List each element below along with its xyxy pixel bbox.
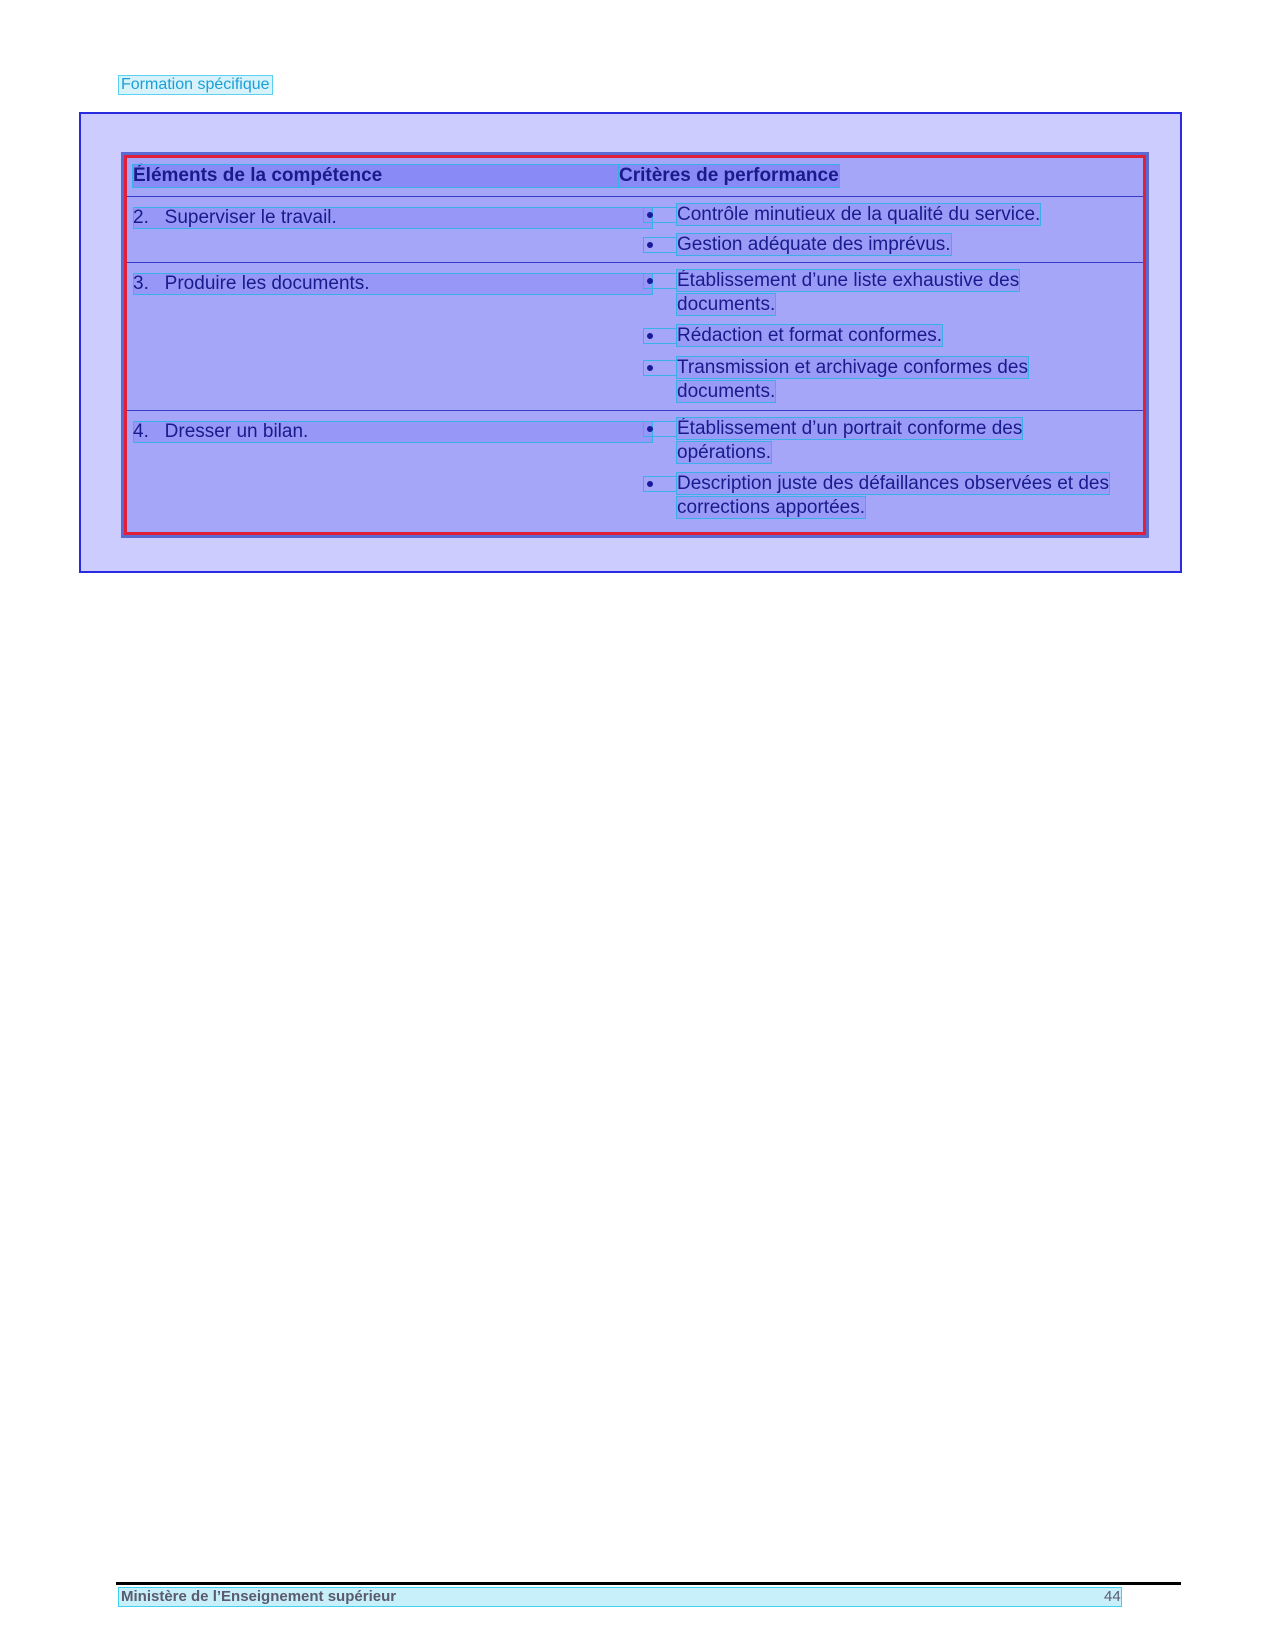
competency-box [79, 112, 1182, 573]
section-header: Formation spécifique [121, 76, 270, 93]
bullet-icon [643, 273, 677, 289]
competency-table [121, 152, 1149, 538]
bullet-icon [643, 421, 677, 437]
element-text: 4. Dresser un bilan. [133, 421, 308, 443]
page-number: 44 [1104, 1588, 1121, 1605]
table-row: 2. Superviser le travail. Contrôle minutieux de la qualité du service. Gestion adéquate des imprévus. [127, 196, 1143, 263]
element-text: 2. Superviser le travail. [133, 207, 337, 229]
column-header-criteria: Critères de performance [619, 165, 839, 186]
bullet-icon [643, 360, 677, 376]
footer-ministry: Ministère de l’Enseignement supérieur [119, 1588, 1121, 1606]
table-header-row [127, 158, 1143, 196]
column-header-elements: Éléments de la compétence [133, 165, 619, 187]
bullet-icon [643, 328, 677, 344]
table-row: 4. Dresser un bilan. Établissement d’un portrait conforme des opérations. Description juste des défaillances observées et des corrections apportées. [127, 410, 1143, 539]
table-row: 3. Produire les documents. Établissement d’une liste exhaustive des documents. Rédaction et format conformes. Transmission et archivage conformes des documents. [127, 262, 1143, 411]
bullet-icon [643, 207, 677, 223]
bullet-icon [643, 237, 677, 253]
footer-rule [116, 1582, 1181, 1585]
element-text: 3. Produire les documents. [133, 273, 370, 295]
bullet-icon [643, 476, 677, 492]
